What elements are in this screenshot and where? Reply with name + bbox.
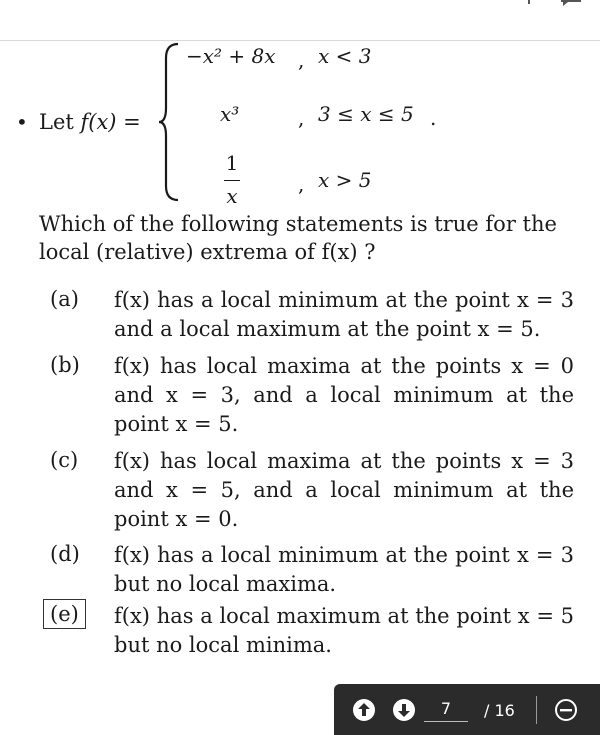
question-text: Which of the following statements is true for the local (relative) extrema of f(x) ? bbox=[39, 212, 557, 264]
piece-2-cond: 3 ≤ x ≤ 5 bbox=[318, 102, 414, 126]
document-page bbox=[0, 40, 600, 735]
piece-3-denominator: x bbox=[226, 184, 238, 208]
option-c-text: f(x) has local maxima at the points x = 3 and x = 5, and a local minimum at the point x = 0. bbox=[114, 449, 574, 531]
fraction-bar bbox=[224, 180, 240, 181]
bullet: • bbox=[16, 110, 28, 134]
arrow-up-circle-icon[interactable] bbox=[352, 698, 376, 722]
toolbar-divider bbox=[536, 696, 537, 724]
option-d-label[interactable]: (d) bbox=[50, 542, 80, 566]
piece-3-numerator: 1 bbox=[225, 151, 239, 175]
option-e-text: f(x) has a local maximum at the point x = 5 but no local minima. bbox=[114, 604, 574, 657]
comment-icon[interactable] bbox=[560, 0, 582, 14]
piecewise-brace bbox=[158, 42, 180, 202]
piece-1-expr: −x² + 8x bbox=[186, 44, 276, 68]
option-b-label[interactable]: (b) bbox=[50, 353, 80, 377]
piece-2-expr: x³ bbox=[220, 102, 240, 126]
option-a-text: f(x) has a local minimum at the point x = 3 and a local maximum at the point x = 5. bbox=[114, 288, 574, 341]
option-b-text: f(x) has local maxima at the points x = 0 and x = 3, and a local minimum at the point x = 5. bbox=[114, 354, 574, 436]
piece-3-fraction bbox=[222, 152, 242, 207]
page-total: / 16 bbox=[484, 701, 515, 720]
pin-icon[interactable] bbox=[524, 0, 534, 4]
lead-word: Let bbox=[39, 110, 74, 134]
piece-2-comma: , bbox=[298, 106, 305, 130]
piece-1-comma: , bbox=[298, 48, 305, 72]
piece-1-cond: x < 3 bbox=[318, 44, 372, 68]
top-bar bbox=[0, 0, 600, 41]
piece-3-comma: , bbox=[298, 172, 305, 196]
function-label: f(x) = bbox=[80, 110, 141, 134]
option-a-label[interactable]: (a) bbox=[50, 287, 79, 311]
lead-text bbox=[39, 110, 141, 134]
page-navigation-toolbar bbox=[334, 684, 600, 735]
piecewise-period: . bbox=[430, 106, 437, 130]
minus-circle-icon[interactable] bbox=[554, 698, 578, 722]
piece-3-cond: x > 5 bbox=[318, 168, 372, 192]
arrow-down-circle-icon[interactable] bbox=[392, 698, 416, 722]
option-c-label[interactable]: (c) bbox=[50, 448, 79, 472]
option-e-label-selected[interactable]: (e) bbox=[43, 599, 86, 629]
option-d-text: f(x) has a local minimum at the point x = 3 but no local maxima. bbox=[114, 543, 574, 596]
page-number-input[interactable]: 7 bbox=[424, 699, 468, 722]
